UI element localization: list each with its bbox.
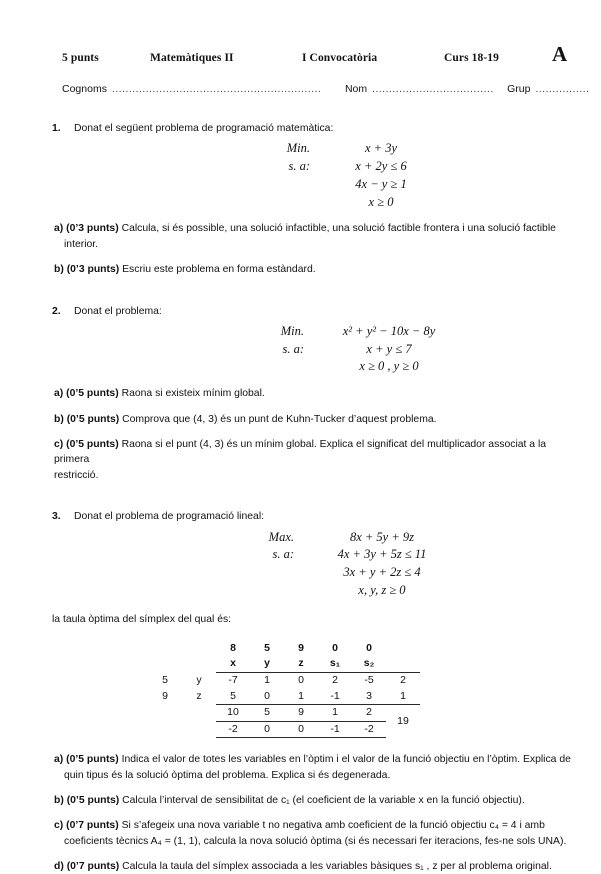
- tableau-header-y: y: [264, 657, 270, 670]
- tableau-cell-r2-y: 0: [250, 689, 284, 705]
- tableau-reduced-z: 0: [284, 721, 318, 738]
- q2-constraint-2: x ≥ 0 , y ≥ 0: [359, 359, 419, 374]
- tableau-reduced-cost-row: [148, 721, 420, 738]
- q3b-text: Calcula l’interval de sensibilitat de c₁ (el coeficient de la variable x en la funció objectiu).: [122, 794, 525, 806]
- q3-constraint-1: 4x + 3y + 5z ≤ 11: [337, 547, 427, 562]
- q2-constraints-label: s. a:: [282, 341, 304, 356]
- q3a-text: Indica el valor de totes les variables en l’òptim i el valor de la funció objectiu en l’òptim. Explica de: [121, 754, 571, 766]
- tableau-cell-r1-s1: 2: [318, 673, 352, 689]
- question-3-heading: [52, 509, 579, 524]
- tableau-cell-r1-y: 1: [250, 673, 284, 689]
- header-course: Curs 18-19: [444, 52, 499, 64]
- header-convocation: I Convocatòria: [302, 52, 378, 64]
- q3a-tag: a) (0’5 punts): [54, 754, 119, 766]
- grup-fill-field[interactable]: ................: [535, 84, 590, 95]
- question-1-item-a: [52, 221, 579, 252]
- q1b-tag: b) (0’3 punts): [54, 264, 120, 276]
- q1-objective-label: Min.: [286, 141, 310, 156]
- tableau-reduced-s1: -1: [318, 721, 352, 738]
- tableau-basis-variable-2: z: [196, 689, 202, 702]
- simplex-tableau: [148, 641, 420, 738]
- question-1-item-b: [52, 262, 579, 277]
- q3-constraint-2: 3x + y + 2z ≤ 4: [343, 565, 421, 580]
- question-3-formulation: [52, 529, 579, 600]
- tableau-header-z: z: [298, 657, 304, 670]
- tableau-zj-z: 9: [284, 705, 318, 722]
- q2b-text: Comprova que (4, 3) és un punt de Kuhn-Tucker d’aquest problema.: [122, 413, 437, 425]
- header-variant-letter: A: [552, 42, 568, 66]
- q1-constraints-label: s. a:: [288, 159, 310, 174]
- q3-constraints-label: s. a:: [272, 547, 294, 562]
- tableau-cj-y: 5: [264, 641, 270, 654]
- tableau-header-s1: s₁: [329, 657, 341, 670]
- tableau-reduced-y: 0: [250, 721, 284, 738]
- q2a-text: Raona si existeix mínim global.: [121, 388, 265, 400]
- q1-constraint-1: x + 2y ≤ 6: [355, 159, 407, 174]
- nom-label: Nom: [344, 83, 368, 95]
- tableau-basis-variable-1: y: [196, 673, 202, 686]
- tableau-cj-s1: 0: [332, 641, 338, 654]
- tableau-variable-header-row: [148, 656, 420, 672]
- tableau-zj-y: 5: [250, 705, 284, 722]
- tableau-objective-coefficient-row: [148, 641, 420, 657]
- tableau-zj-s1: 1: [318, 705, 352, 722]
- tableau-cell-r2-x: 5: [216, 689, 250, 705]
- q1-objective-expression: x + 3y: [364, 141, 398, 156]
- q1-constraint-3: x ≥ 0: [368, 194, 394, 209]
- question-2-item-c: [52, 437, 579, 483]
- header-subject: Matemàtiques II: [150, 52, 234, 64]
- q3-objective-expression: 8x + 5y + 9z: [349, 529, 415, 544]
- question-2-item-b: [52, 412, 579, 427]
- q2-blank-label-1: [260, 358, 304, 376]
- simplex-tableau-container: [52, 641, 579, 738]
- nom-fill-field[interactable]: ....................................: [372, 84, 494, 95]
- tableau-reduced-x: -2: [216, 721, 250, 738]
- q1a-tag: a) (0’3 punts): [54, 223, 119, 235]
- tableau-rhs-r1: 2: [386, 673, 420, 689]
- tableau-rhs-r2: 1: [386, 689, 420, 705]
- tableau-basis-coefficient-1: 5: [162, 673, 168, 686]
- q3-objective-label: Max.: [268, 529, 294, 544]
- tableau-objective-value: 19: [397, 714, 409, 727]
- q3c-tag: c) (0’7 punts): [54, 820, 119, 832]
- student-identification-line: [0, 67, 601, 95]
- question-2-heading: [52, 304, 579, 319]
- tableau-cj-s2: 0: [366, 641, 372, 654]
- q2-constraint-1: x + y ≤ 7: [366, 341, 412, 356]
- q3d-text: Calcula la taula del símplex associada a les variables bàsiques s₁ , z per al problema original.: [122, 861, 552, 873]
- q1a-text-cont: interior.: [64, 238, 99, 250]
- question-2-item-a: [52, 386, 579, 401]
- tableau-cell-r1-z: 0: [284, 673, 318, 689]
- tableau-header-x: x: [230, 657, 236, 670]
- tableau-zj-x: 10: [216, 705, 250, 722]
- grup-label: Grup: [507, 83, 531, 95]
- question-3-item-b: [52, 793, 579, 808]
- exam-content: [0, 121, 601, 874]
- q3c-text: Si s’afegeix una nova variable t no negativa amb coeficient de la funció objectiu c₄ = 4 i amb: [121, 820, 545, 832]
- q2c-text: Raona si el punt (4, 3) és un mínim global. Explica el significat del multiplicador associat a la primera: [54, 438, 547, 466]
- question-3-item-d: [52, 859, 579, 874]
- q1-blank-label-1: [266, 176, 310, 194]
- tableau-cell-r1-s2: -5: [352, 673, 386, 689]
- tableau-zj-row: [148, 705, 420, 722]
- q3-blank-label-2: [250, 582, 294, 600]
- q2-objective-expression: x² + y² − 10x − 8y: [342, 323, 436, 338]
- question-1-number: 1.: [52, 123, 61, 134]
- question-3-prompt: Donat el problema de programació lineal:: [74, 511, 265, 523]
- question-3-items: [52, 738, 579, 874]
- q2c-tag: c) (0’5 punts): [54, 438, 119, 450]
- tableau-cell-r2-s1: -1: [318, 689, 352, 705]
- tableau-row: [148, 689, 420, 705]
- q1-constraint-2: 4x − y ≥ 1: [355, 176, 407, 191]
- tableau-header-s2: s₂: [363, 657, 375, 670]
- tableau-reduced-s2: -2: [352, 721, 386, 738]
- tableau-row: [148, 673, 420, 689]
- question-3-number: 3.: [52, 511, 61, 523]
- q3c-text-cont: coeficients tècnics A₄ = (1, 1), calcula la nova solució òptima (si és necessari fer iteracions, fes-ne sols UNA).: [64, 835, 567, 847]
- exam-header: [0, 0, 601, 67]
- question-3-item-c: [52, 818, 579, 849]
- q2b-tag: b) (0’5 punts): [54, 413, 120, 425]
- tableau-cj-x: 8: [230, 641, 236, 654]
- question-2-prompt: Donat el problema:: [74, 305, 162, 317]
- question-1-prompt: Donat el següent problema de programació matemàtica:: [74, 123, 334, 134]
- question-2-number: 2.: [52, 305, 61, 317]
- q2a-tag: a) (0’5 punts): [54, 388, 119, 400]
- q3a-text-cont: quin tipus és la solució òptima del problema. Explica si és degenerada.: [64, 769, 391, 781]
- tableau-lead-text: la taula òptima del símplex del qual és:: [52, 613, 232, 625]
- q2-objective-label: Min.: [280, 323, 304, 338]
- q2c-text-cont: restricció.: [54, 469, 99, 481]
- question-3-item-a: [52, 752, 579, 783]
- question-1-heading: [52, 121, 579, 136]
- q3d-tag: d) (0’7 punts): [54, 861, 120, 873]
- cognoms-label: Cognoms: [62, 83, 107, 95]
- question-1-formulation: [52, 140, 579, 211]
- tableau-cell-r2-z: 1: [284, 689, 318, 705]
- tableau-cell-r1-x: -7: [216, 673, 250, 689]
- q1-blank-label-2: [266, 194, 310, 212]
- tableau-basis-coefficient-2: 9: [162, 689, 168, 702]
- tableau-cj-z: 9: [298, 641, 304, 654]
- tableau-zj-s2: 2: [352, 705, 386, 722]
- q1b-text: Escriu este problema en forma estàndard.: [122, 264, 316, 276]
- cognoms-fill-field[interactable]: ..............................................................: [111, 84, 322, 95]
- q1a-text: Calcula, si és possible, una solució infactible, una solució factible frontera i una solució factible: [121, 223, 556, 235]
- q3b-tag: b) (0’5 punts): [54, 794, 120, 806]
- tableau-cell-r2-s2: 3: [352, 689, 386, 705]
- q3-blank-label-1: [250, 564, 294, 582]
- q3-constraint-3: x, y, z ≥ 0: [358, 582, 406, 597]
- header-points: 5 punts: [62, 52, 99, 64]
- question-2-formulation: [52, 323, 579, 376]
